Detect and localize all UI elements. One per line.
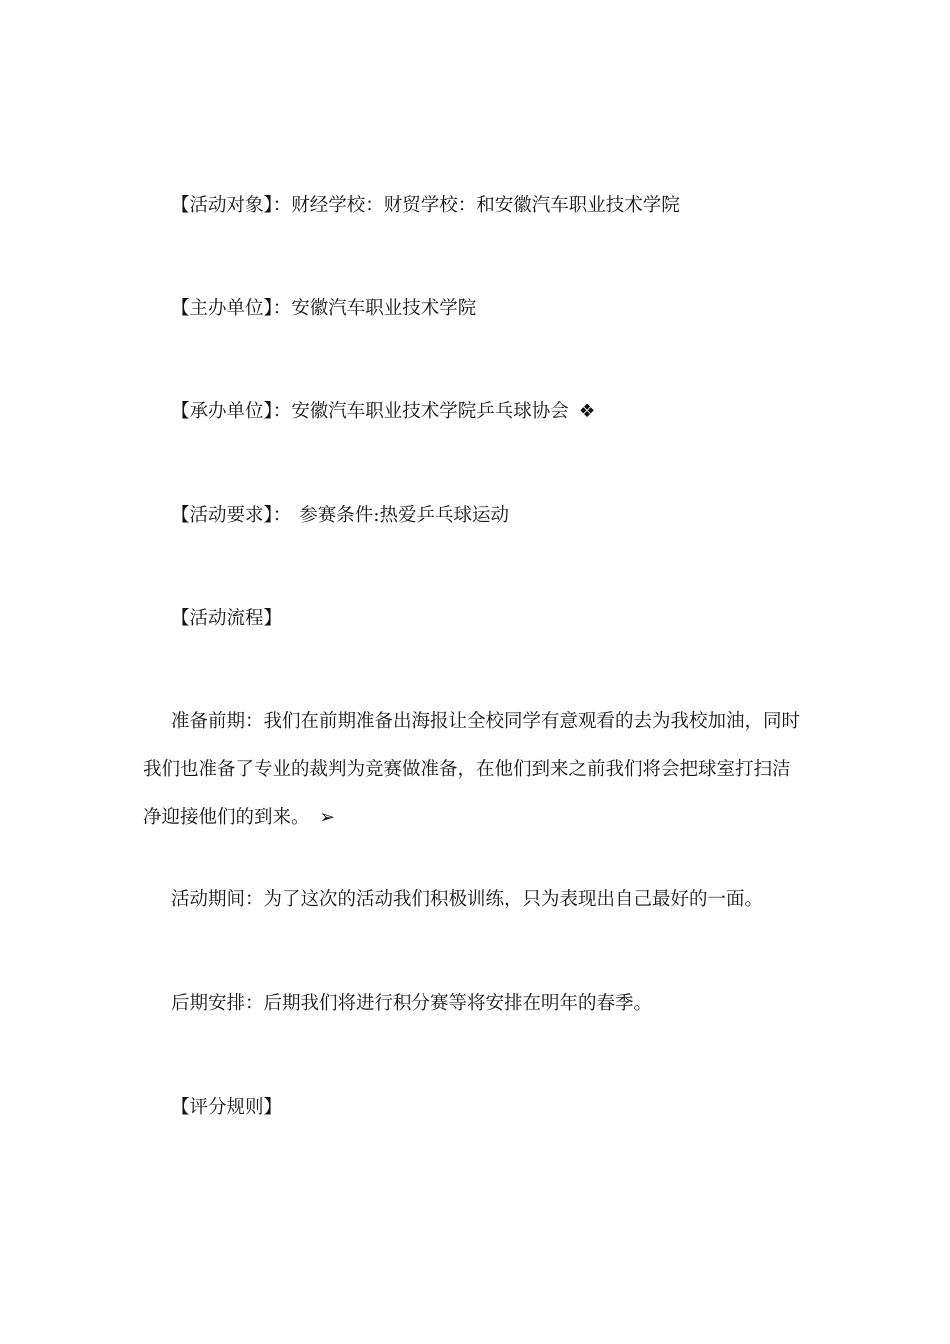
requirements-separator: ： [272, 505, 292, 526]
section-process-heading [171, 607, 282, 631]
section-after [171, 992, 652, 1016]
prep-text: 准备前期：我们在前期准备出海报让全校同学有意观看的去为我校加油，同时我们也准备了专业的裁判为竞赛做准备，在他们到来之前我们将会把球室打扫洁净迎接他们的到来。 [143, 711, 801, 828]
section-host [171, 400, 595, 424]
arrow-bullet-icon: ➢ [319, 807, 336, 828]
host-value: 安徽汽车职业技术学院乒乓球协会 [291, 401, 569, 422]
host-separator: ： [272, 401, 292, 422]
during-text: 活动期间：为了这次的活动我们积极训练，只为表现出自己最好的一面。 [171, 889, 764, 910]
target-label: 【活动对象】 [171, 195, 273, 216]
diamond-bullet-icon: ❖ [578, 401, 596, 422]
requirements-value: 参赛条件:热爱乒乓球运动 [299, 505, 510, 526]
scoring-label: 【评分规则】 [171, 1097, 283, 1118]
requirements-label: 【活动要求】 [171, 505, 273, 526]
process-label: 【活动流程】 [171, 608, 283, 629]
after-text: 后期安排：后期我们将进行积分赛等将安排在明年的春季。 [171, 993, 653, 1014]
section-scoring-heading [171, 1096, 282, 1120]
host-label: 【承办单位】 [171, 401, 273, 422]
organizer-value: 安徽汽车职业技术学院 [291, 298, 477, 319]
section-organizer [171, 297, 476, 321]
target-value: 财经学校：财贸学校：和安徽汽车职业技术学院 [291, 195, 680, 216]
section-requirements [171, 504, 509, 528]
target-separator: ： [272, 195, 292, 216]
prep-paragraph [143, 698, 808, 842]
organizer-label: 【主办单位】 [171, 298, 273, 319]
section-target [171, 194, 680, 218]
section-during [171, 888, 763, 912]
organizer-separator: ： [272, 298, 292, 319]
